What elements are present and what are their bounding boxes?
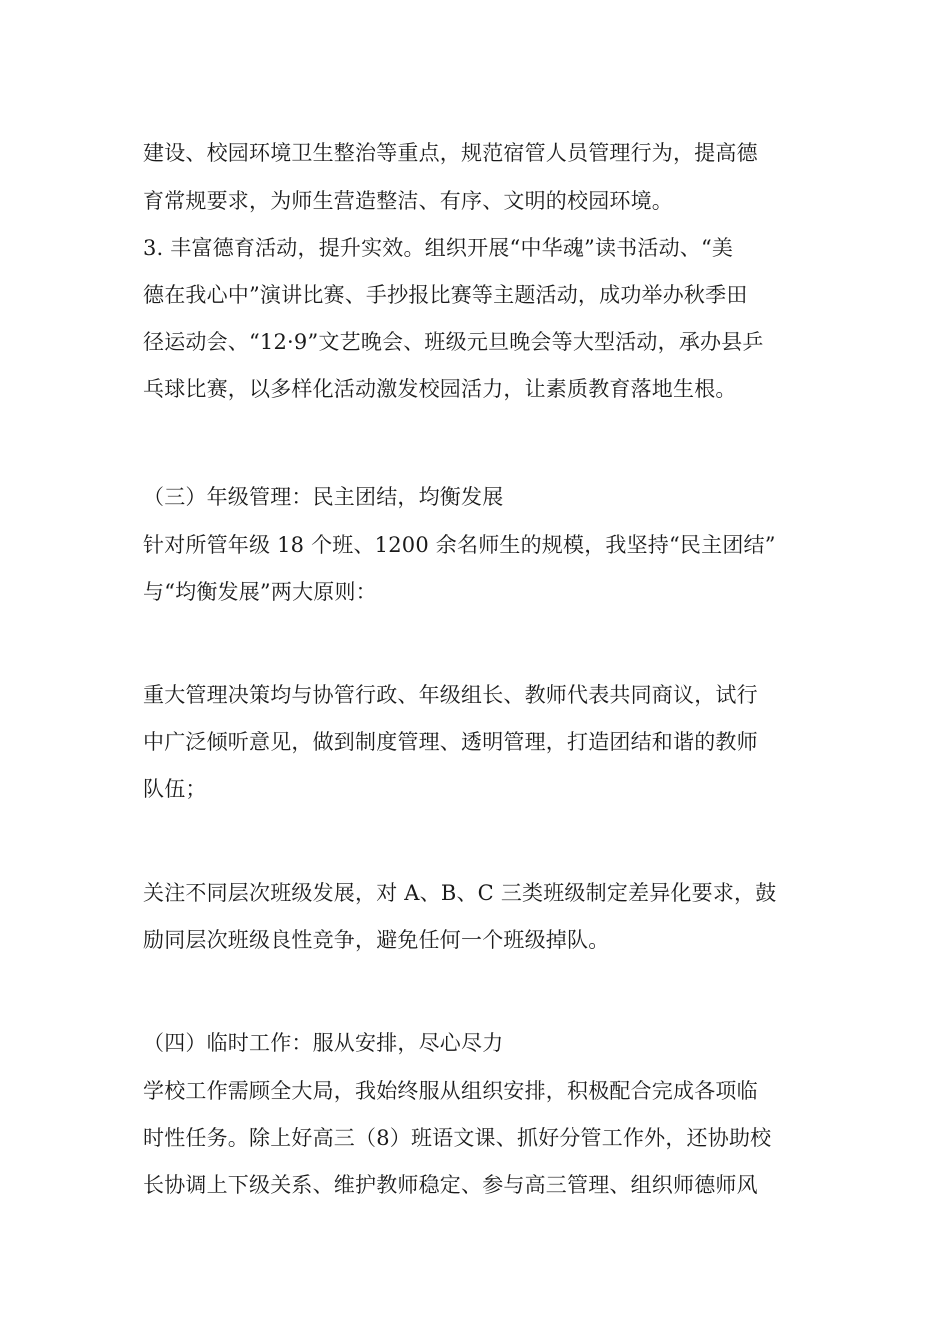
paragraph-line: 径运动会、“12·9”文艺晚会、班级元旦晚会等大型活动，承办县乒 xyxy=(143,330,764,354)
paragraph-line: 与“均衡发展”两大原则： xyxy=(143,580,377,604)
paragraph-line: 时性任务。除上好高三（8）班语文课、抓好分管工作外，还协助校 xyxy=(143,1126,772,1150)
paragraph-line: 德在我心中”演讲比赛、手抄报比赛等主题活动，成功举办秋季田 xyxy=(143,283,748,307)
paragraph-line: 关注不同层次班级发展，对 A、B、C 三类班级制定差异化要求，鼓 xyxy=(143,881,777,905)
paragraph-line: 针对所管年级 18 个班、1200 余名师生的规模，我坚持“民主团结” xyxy=(143,533,776,557)
paragraph-line: 建设、校园环境卫生整治等重点，规范宿管人员管理行为，提高德 xyxy=(143,141,758,165)
paragraph-line: 队伍； xyxy=(143,777,207,801)
list-item-line: 3. 丰富德育活动，提升实效。组织开展“中华魂”读书活动、“美 xyxy=(143,236,734,260)
paragraph-line: 长协调上下级关系、维护教师稳定、参与高三管理、组织师德师风 xyxy=(143,1173,758,1197)
paragraph-line: 学校工作需顾全大局，我始终服从组织安排，积极配合完成各项临 xyxy=(143,1079,758,1103)
paragraph-line: 乓球比赛，以多样化活动激发校园活力，让素质教育落地生根。 xyxy=(143,377,737,401)
paragraph-line: 中广泛倾听意见，做到制度管理、透明管理，打造团结和谐的教师 xyxy=(143,730,758,754)
paragraph-line: 育常规要求，为师生营造整洁、有序、文明的校园环境。 xyxy=(143,189,673,213)
paragraph-line: 励同层次班级良性竞争，避免任何一个班级掉队。 xyxy=(143,928,610,952)
section-heading: （三）年级管理：民主团结，均衡发展 xyxy=(143,485,504,509)
paragraph-line: 重大管理决策均与协管行政、年级组长、教师代表共同商议，试行 xyxy=(143,683,758,707)
section-heading: （四）临时工作：服从安排，尽心尽力 xyxy=(143,1031,504,1055)
